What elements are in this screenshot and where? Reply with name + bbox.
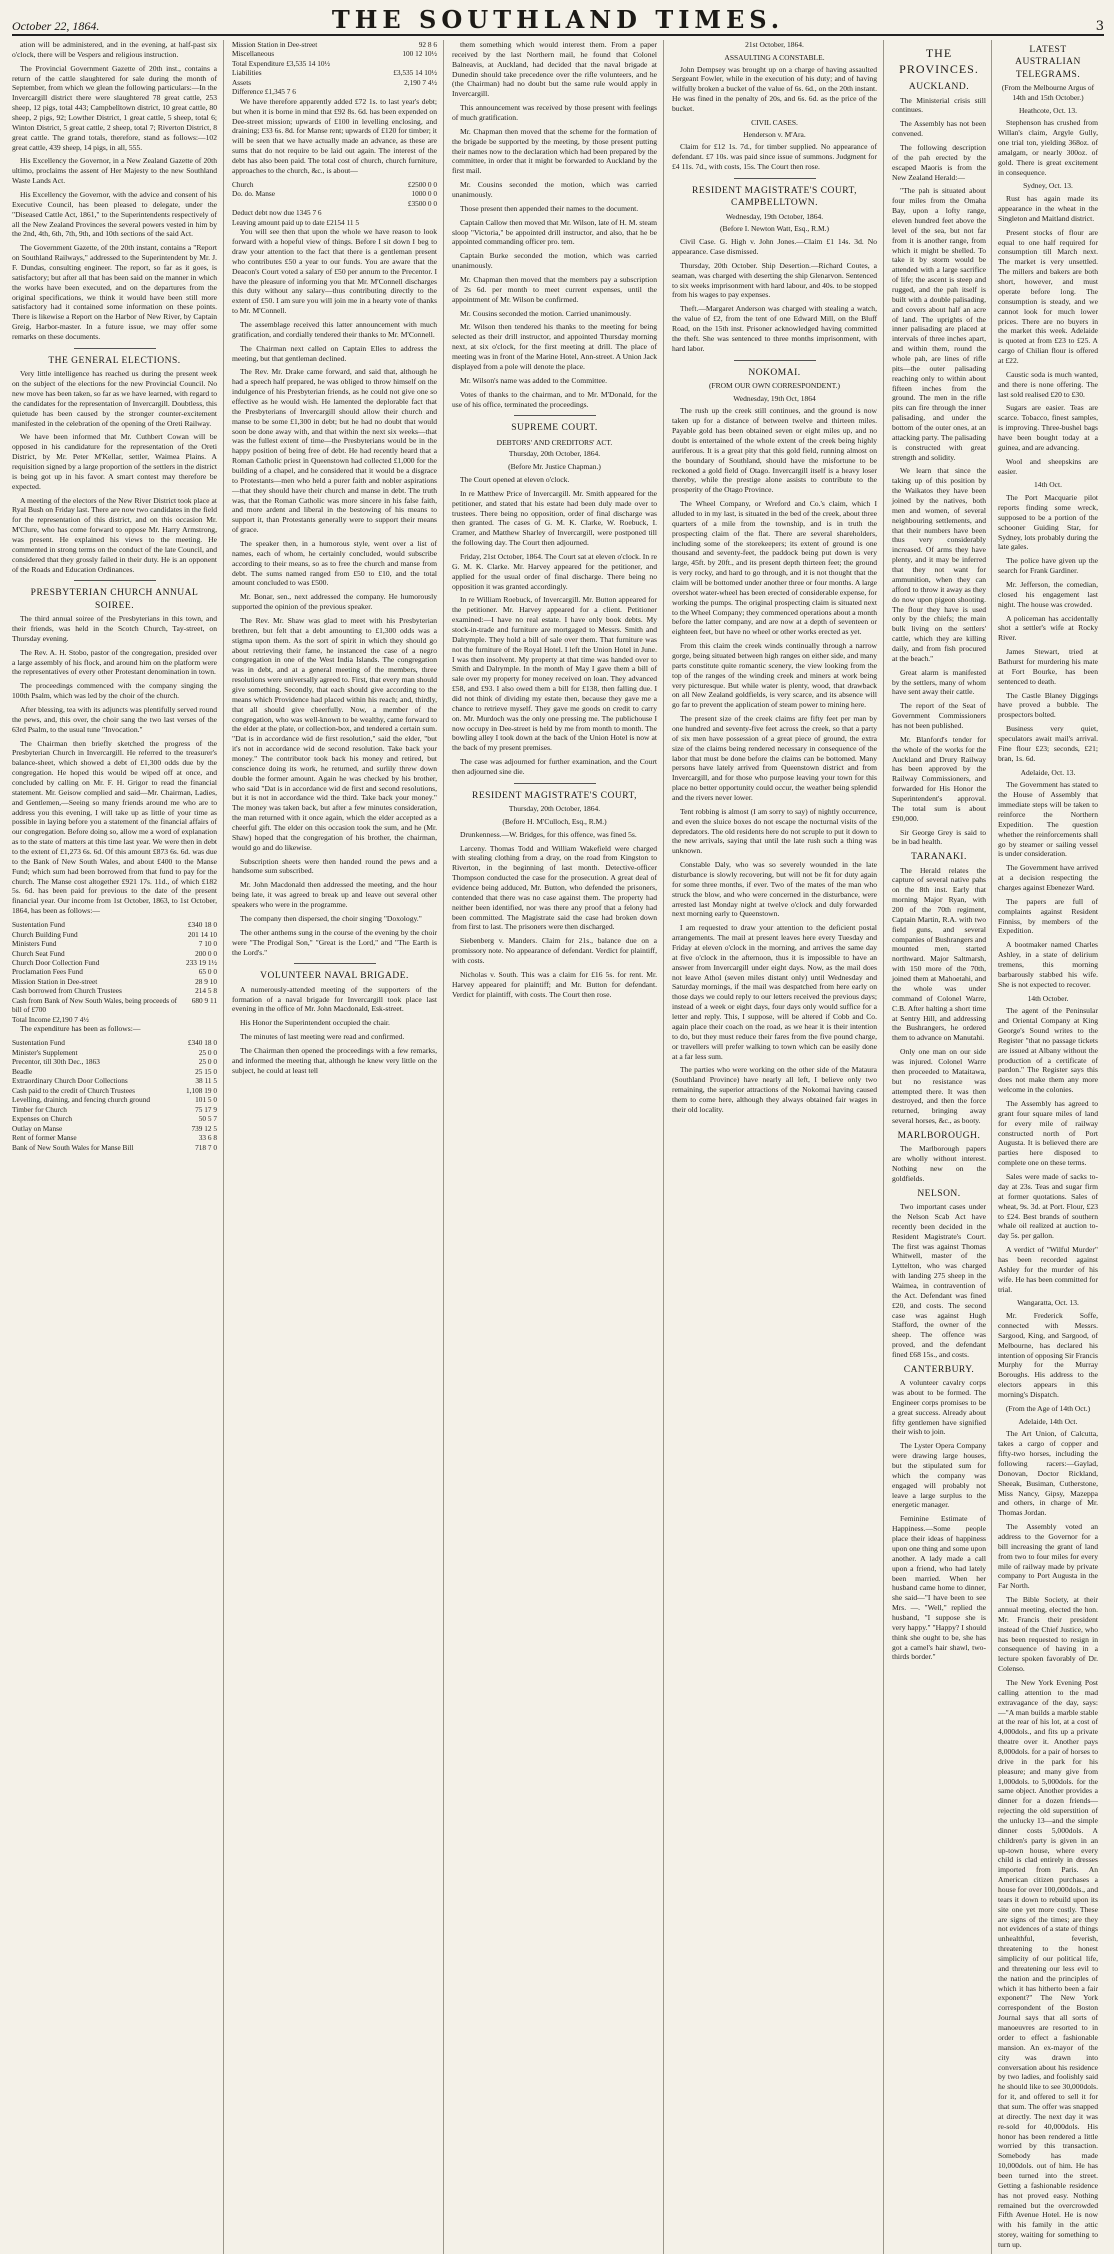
row-label: Rent of former Manse (12, 1133, 77, 1143)
paragraph: Civil Case. G. High v. John Jones.—Claim £1 14s. 3d. No appearance. Case dismissed. (672, 237, 877, 256)
row-label: Bank of New South Wales for Manse Bill (12, 1142, 134, 1152)
paragraph: The Chairman then opened the proceedings with a few remarks, and informed the meeting that, although he knew very little on the subject, he could at least tell (232, 1046, 437, 1075)
paragraph: The rush up the creek still continues, and the ground is now taken up for a distance of between twelve and thirteen miles. Payable gold has been obtained seven or eight miles up, and no doubt is entertained of the whole extent of the creek being highly auriferous. It is a great pity that this gold field, running almost on the boundary of Southland, should have the misfortune to be reckoned a gold field of Otago. Invercargill itself is a heavy loser thereby, while the prestige alone assists to contribute to the prosperity of the Otago Province. (672, 406, 877, 495)
paragraph: Captain Burke seconded the motion, which was carried unanimously. (452, 251, 657, 271)
divider (74, 580, 156, 581)
telegrams-section (998, 40, 1098, 2254)
source-note: (From the Melbourne Argus of 14th and 15th October.) (1001, 83, 1095, 102)
paragraph: Sales were made of sacks to-day at 23s. Teas and sugar firm at former quotations. Sales of wheat, 9s. 3d. at Port. Flour, £23 to £24. Best brands of southern whale oil realized at auction to-day 5s. per gallon. (998, 1172, 1098, 1241)
row-amount: £3,535 14 10½ (393, 68, 437, 78)
table-row (12, 1133, 217, 1142)
table-row (12, 930, 217, 939)
paragraph: We learn that since the taking up of this position by the Waikatos they have been joined by the natives, both men and women, of several neighbouring settlements, and that their numbers have been thus very considerably increased. Of arms they have plenty, and it may be inferred that they not want for ammunition, when they can afford to throw it away as they do now upon pigeon shooting. The flour they have is used only by the chiefs; the main bulk living on the settlers' cattle, which they are killing daily, and from fish procured at the beach." (892, 466, 986, 663)
dateline: 14th October. (1027, 993, 1069, 1003)
column-3 (452, 40, 664, 2254)
columns (12, 40, 1104, 2249)
paragraph: After blessing, tea with its adjuncts was plentifully served round the pews, and, this over, the choir sang the two last verses of the 63rd Psalm, to the usual tune "Invocation." (12, 705, 217, 734)
table-row (232, 208, 437, 217)
province-heading: TARANAKI. (911, 852, 967, 863)
paragraph: A volunteer cavalry corps was about to be formed. The Engineer corps promises to be a great success. Already about fifty gentlemen have signified their wish to join. (892, 1378, 986, 1437)
paragraph: Mr. Chapman then moved that the members pay a subscription of 2s 6d. per month to meet current expenses, until the appointment of Mr. Wilson be confirmed. (452, 275, 657, 304)
paragraph: From this claim the creek winds continually through a narrow gorge, being situated between high ranges on either side, and many parts constitute quite romantic scenery, the view looking from the top of the ranges of the winding creek and miners at work being very picturesque. But while water is plenty, wood, that drawback on all New Zealand goldfields, is very scarce, and its absence will go far to prevent the application of steam power to mining here. (672, 641, 877, 710)
paragraph: Mr. Jefferson, the comedian, closed his engagement last night. The house was crowded. (998, 580, 1098, 609)
table-row (232, 180, 437, 189)
row-label: Leaving amount paid up to date £2154 11 5 (232, 217, 359, 227)
row-label: Sustentation Fund (12, 920, 65, 930)
paragraph: The Government Gazette, of the 20th instant, contains a "Report on Southland Railways," addressed to the Superintendent by Mr. J. F. Dundas, consulting engineer. The report, so far as it goes, is satisfactory; but after all that has been said on the manner in which the works have been executed, and on the departures from the original specifications, we think it would have been still more satisfactory had it contained some information on these points. There is likewise a Report on the Harbor of New River, by Captain Greig, Harbor-master. In a future issue, we may offer some remarks on these documents. (12, 243, 217, 342)
paragraph: Mr. Cousins seconded the motion, which was carried unanimously. (452, 180, 657, 200)
court-date: Thursday, 20th October, 1864. (508, 804, 601, 814)
row-amount: 233 19 1½ (185, 958, 217, 967)
paragraph: The company then dispersed, the choir singing "Doxology." (240, 913, 422, 923)
paragraph: The Art Union, of Calcutta, takes a cargo of copper and fifty-two horses, including the following racers:—Gaylad, Donovan, Doctor Rickland, Sheeak, Busiman, Cutherstone, Miss Nancy, Gipsy, Mazeppa and others, in charge of Mr. Thomas Jordan. (998, 1429, 1098, 1518)
table-row (12, 949, 217, 958)
section-heading: THE PROVINCES. (899, 46, 979, 76)
paragraph: Captain Callow then moved that Mr. Wilson, late of H. M. steam sloop "Victoria," be appointed drill instructor, and also, that he be appointed commanding officer pro. tem. (452, 217, 657, 247)
paragraph: The expenditure has been as follows:— (20, 1024, 141, 1034)
paragraph: ation will be administered, and in the evening, at half-past six o'clock, there will be Vespers and religious instruction. (12, 40, 217, 59)
paragraph: We have been informed that Mr. Cuthbert Cowan will be opposed in his candidature for the representation of the Oreti District, by Mr. Peter M'Kellar, settler, Waimea Plains. A requisition signed by a large proportion of the settlers in the district is being got up in his favor. A smart contest may therefore be expected. (12, 432, 217, 491)
paragraph: The Provincial Government Gazette of 20th inst., contains a return of the cattle slaughtered for sale during the month of September, from which we glean the following particulars:—In the Invercargill district there were slaughtered 78 great cattle, 253 sheep, 12 pigs, total 443; Campbelltown district, 10 great cattle, 80 sheep, 2 pigs, 92; Lowther District, 1 great cattle, 5 sheep, total 6; Winton District, 5 great cattle, 2 sheep, total 7; Riverton District, 8 great cattle. The grand totals, therefore, stand as follows:—102 great cattle, 439 sheep, 14 pigs, in all, 555. (12, 63, 217, 152)
section-heading: THE GENERAL ELECTIONS. (48, 355, 181, 366)
paragraph: In re William Roebuck, of Invercargill. Mr. Button appeared for the petitioner. Mr. Harvey appeared for a client. Petitioner examined:—I have no real estate. I have only book debts. My stock-in-trade and furniture are mortgaged to Messrs. Smith and Dalrymple. They hold a bill of sale over them. That furniture was not the furniture of the Royal Hotel. I left the Union Hotel in June. I was then insolvent. My property at that time was handed over to Smith and Dalrymple. In the month of May I gave them a bill of sale over my property for money received on loan. They advanced £58, and £93. I also owed them a bill for £138, then falling due. I did not think of dividing my estate then, because they gave me a chance to retrieve myself. They gave me goods on credit to carry on. Mr. Murdoch was the only one pressing me. The publichouse I now occupy in Dee-street is held by me from month to month. The bowling alley I took down at the back of the Union Hotel is now at the back of my present premises. (452, 595, 657, 753)
paragraph: Votes of thanks to the chairman, and to Mr. M'Donald, for the use of his office, terminated the proceedings. (452, 389, 657, 409)
paragraph: The papers are full of complaints against Resident Finniss, by members of the Expedition. (998, 896, 1098, 936)
account-table (232, 40, 437, 97)
paragraph: The Rev. Mr. Shaw was glad to meet with his Presbyterian brethren, but felt that a debt amounting to £1,300 odds was a stigma upon them. As the sort of spirit in which they should go about retrieving their fame, he instanced the case of a negro congregation in one of the West India Islands. The congregation was in debt, and at a general meeting of the members, three resolutions were universally agreed to. First, that every man should give something. Secondly, that each should give according to the means which Providence had placed within his reach; and, thirdly, that all should give cheerfully. Now, a member of the congregation, who was well-known to be wealthy, came forward to the elder at the plate, or collection-box, and tendered a certain sum. "Dat is in accordance wid de first resolution," said the elder, "but it's not in accordance wid de second resolution. Take back your money." The contributor took back his money and retired, but conscience doing its work, he returned, and surlily threw down double the former amount. Again he was checked by his brother, who said "Dat is in accordance wid de first and second resolutions, but it is not in accordance wid the third. Take back your money." The money was taken back, but after a few minutes consideration, the man returned with it once again, which the elder accepted as a cheerful gift. The elder on this occasion took the sum, and he (Mr. Shaw) hoped that the congregation of his brother, the chairman, would go and do likewise. (232, 616, 437, 852)
table-total (232, 59, 437, 68)
row-amount: 38 11 5 (195, 1076, 217, 1086)
paragraph: Claim for £12 1s. 7d., for timber supplied. No appearance of defendant. £7 10s. was paid since issue of summons. Judgment for £4 11s. 7d., with costs, 15s. The Court then rose. (672, 142, 877, 172)
section-subheading: CIVIL CASES. (751, 117, 798, 127)
row-amount: 1,108 19 0 (185, 1085, 217, 1095)
newspaper-title: THE SOUTHLAND TIMES. (331, 5, 785, 34)
total-label: Total Expenditure £3,535 14 10½ (232, 58, 330, 68)
row-amount: 33 6 8 (198, 1133, 217, 1143)
paragraph: The assemblage received this latter announcement with much gratification, and cordially tendered their thanks to Mr. M'Connell. (232, 319, 437, 339)
table-row (232, 68, 437, 77)
table-row (232, 78, 437, 87)
paragraph: Present stocks of flour are equal to one half required for consumption till March next. The market is very unsettled. The millers and bakers are both short, however, and must operate before long. The consumption is steady, and we cannot look for much lower prices. There are no buyers in the market this week. Adelaide is quoted at from £23 to £25. A cargo of Chilian flour is offered at £22. (998, 227, 1098, 365)
paragraph: The New York Evening Post calling attention to the mad extravagance of the day, says:—"A man builds a marble stable at the rear of his lot, at a cost of 4,000dols., and fits up a private theatre over it. Another pays 8,000dols. for a pair of horses to drive in the park for his pleasure; and many give from 1,000dols. to 5,000dols. for the same object. Another provides a dinner for a dozen friends—rejecting the old superstition of the unlucky 13—and the simple dinner costs 5,000dols. A children's party is given in an up-town house, where every child is clad entirely in dresses imported from Paris. An American citizen purchases a house for over 100,000dols., and tears it down to rebuild upon its site one yet more costly. These are signs of the times; are they not evidences of a state of things unhealthful, feverish, threatening to the honest simplicity of our political life, and threatening our less evil to the nation and the principles of which it has hitherto been a fair exponent?" The New York correspondent of the Boston Journal says that all sorts of manoeuvres are resorted to in order to effect a fashionable mansion. An ex-mayor of the city was drawn into conversation about his residence by two ladies, and foolishly said he should like to see 30,000dols. for it, and offered to sell it for that sum. The offer was snapped at directly. The next day it was re-sold for 40,000dols. His honor has been rendered a little worried by this transaction. Somebody has made 10,000dols. out of him. He has been turned into the street. Getting a fashionable residence has not proved easy. Nothing remained but the overcrowded Fifth Avenue Hotel. He is now with his family in the attic storey, waiting for something to turn up. (998, 1677, 1098, 2249)
row-amount: 101 5 0 (195, 1095, 217, 1105)
paragraph: The Herald relates the capture of several native pahs on the 8th inst. Early that morning Major Ryan, with 200 of the 70th regiment, Captain Martin, R.A. with two field guns, and several companies of Bushrangers and mounted men, started northward. Major Saltmarsh, with 150 more of the 70th, joined them at Mahoetahi, and the whole was under command of Colonel Warre, C.B. After halting a short time at Sentry Hill, and addressing the Bushrangers, he ordered them to advance on Manutahi. (892, 865, 986, 1043)
paragraph: Mr. Cousins seconded the motion. Carried unanimously. (460, 308, 631, 318)
paragraph: Mr. Wilson then tendered his thanks to the meeting for being selected as their drill instructor, and appointed Thursday morning next, at six o'clock, for the first meeting at drill. The place of meeting was in front of the Marine Hotel, Ann-street. A Union Jack displayed from a pole will denote the place. (452, 322, 657, 371)
section-heading: RESIDENT MAGISTRATE'S COURT, CAMPBELLTOWN. (692, 185, 857, 209)
paragraph: The parties who were working on the other side of the Mataura (Southland Province) have nearly all left, I believe only two remaining, the superior attractions of the Nokomai having caused them to come here, although they always obtained fair wages in their old locality. (672, 1065, 877, 1114)
paragraph: The speaker then, in a humorous style, went over a list of names, each of whom, he certainly concluded, would subscribe according to their means, so as to free the church and manse from debt. The sums named ranged from £50 to £10, and the total amount concluded to was £500. (232, 538, 437, 588)
divider (514, 783, 596, 784)
row-label: Levelling, draining, and fencing church ground (12, 1095, 150, 1105)
paragraph: The Bible Society, at their annual meeting, elected the hon. Mr. Francis their president instead of the Chief Justice, who has been requested to resign in consequence of having in a lecture spoken favorably of Dr. Colenso. (998, 1595, 1098, 1674)
row-label: Miscellaneous (232, 49, 275, 59)
row-label: Liabilities (232, 68, 262, 78)
paragraph: Constable Daly, who was so severely wounded in the late disturbance is slowly recovering, but will not be fit for duty again for some three months, if ever. Two of the mates of the man who struck the blow, and who were concerned in the disturbance, were arrested last Monday night at twelve o'clock and duly forwarded next morning early to Queenstown. (672, 860, 877, 919)
paragraph: Mr. Bonar, sen., next addressed the company. He humorously supported the opinion of the previous speaker. (232, 592, 437, 612)
paragraph: Sugars are easier. Teas are scarce. Tobacco, finest samples, is improving. Three-bushel bags have been bought today at a guinea, and are advancing. (998, 403, 1098, 452)
paragraph: The police have given up the search for Frank Gardiner. (998, 556, 1098, 576)
table-total (232, 199, 437, 208)
row-label: Extraordinary Church Door Collections (12, 1076, 128, 1086)
row-amount: £340 18 0 (187, 1038, 217, 1048)
row-label: Cash borrowed from Church Trustees (12, 986, 122, 996)
paragraph: A meeting of the electors of the New River District took place at Ryal Bush on Friday last. There are now two candidates in the field for the representation of this district, and on this occasion Mr. M'Clure, who has come forward to oppose Mr. Harry Armstrong, was present. He explained his views to the meeting. He commented in strong terms on the conduct of the late Council, and considered that they grossly failed in their duty. He is an opponent of the Roads and Education Ordinances. (12, 495, 217, 574)
row-label: Precentor, till 30th Dec., 1863 (12, 1057, 100, 1067)
paragraph: Siebenberg v. Manders. Claim for 21s., balance due on a promissory note. No appearance of defendant. Verdict for plaintiff, with costs. (452, 936, 657, 966)
court-judge: (Before Mr. Justice Chapman.) (508, 462, 601, 472)
table-row (12, 967, 217, 976)
paragraph: His Excellency the Governor, in a New Zealand Gazette of 20th ultimo, proclaims the assent of Her Majesty to the new Southland Waste Lands Act. (12, 156, 217, 186)
dateline: Wangaratta, Oct. 13. (1017, 1298, 1079, 1308)
paragraph: The Castle Blaney Diggings have proved a bubble. The prospectors bolted. (998, 690, 1098, 720)
paragraph: James Stewart, tried at Bathurst for murdering his mate at Fort Bourke, has been sentenced to death. (998, 647, 1098, 686)
row-amount: 50 5 7 (198, 1114, 217, 1124)
table-row (12, 1114, 217, 1123)
paragraph: Caustic soda is much wanted, and there is none offering. The last sold realised £20 to £30. (998, 369, 1098, 399)
paragraph: The Assembly has agreed to grant four square miles of land for every mile of railway constructed north of Port Augusta. It is believed there are parties here disposed to complete one on these terms. (998, 1099, 1098, 1168)
row-amount: 28 9 10 (195, 976, 217, 986)
paragraph: The Court opened at eleven o'clock. (460, 474, 570, 484)
dateline: Adelaide, Oct. 13. (1020, 767, 1076, 777)
divider (74, 348, 156, 349)
row-label: Sustentation Fund (12, 1038, 65, 1048)
paragraph: Those present then appended their names to the document. (460, 203, 639, 213)
section-heading: PRESBYTERIAN CHURCH ANNUAL SOIREE. (30, 588, 199, 611)
paragraph: Larceny. Thomas Todd and William Wakefield were charged with stealing clothing from a dray, on the road from Kingston to Riverton, in the beginning of last month. Detective-officer Thompson conducted the case for the prosecution. A great deal of evidence being adduced, Mr. Button, who defended the prisoners, contended that there was no case against them. The property had neither been identified, nor was there any proof that a felony had been committed. The Magistrate said the case had broken down from first to last. The prisoners were then discharged. (452, 843, 657, 932)
cost-table (232, 180, 437, 227)
court-judge: (Before I. Newton Watt, Esq., R.M.) (719, 224, 830, 234)
paragraph: Theft.—Margaret Anderson was charged with stealing a watch, the value of £2, from the tent of one Edward Mill, on the Bluff Road, on the 15th inst. Prisoner acknowledged having committed the theft. She was sentenced to three months imprisonment, with hard labor. (672, 304, 877, 353)
row-amount: 25 15 0 (195, 1066, 217, 1076)
section-heading: LATEST AUSTRALIAN TELEGRAMS. (1015, 45, 1081, 80)
row-label: Do. do. Manse (232, 189, 275, 199)
table-row (12, 958, 217, 967)
table-row (232, 189, 437, 198)
paragraph: The Ministerial crisis still continues. (892, 95, 986, 115)
row-amount: 680 9 11 (191, 995, 217, 1005)
paragraph: Rust has again made its appearance in the wheat in the Singleton and Maitland district. (998, 194, 1098, 223)
court-judge: (Before H. M'Culloch, Esq., R.M.) (502, 816, 607, 826)
paragraph: The agent of the Peninsular and Oriental Company at King George's Sound writes to the Register "that no passage tickets are issued at Albany without the production of a certificate of pardon." The Register says this does not make them any more welcome in the colonies. (998, 1006, 1098, 1095)
table-row (12, 1095, 217, 1104)
dateline: Heathcote, Oct. 13. (1018, 105, 1078, 115)
row-label: Assets (232, 77, 252, 87)
divider (734, 178, 816, 179)
paragraph: Only one man on our side was injured. Colonel Warre then proceeded to Mataitawa, but no resistance was attempted there. It was then destroyed, and then the force returned, bringing away several horses, &c., as booty. (892, 1047, 986, 1126)
row-amount: £340 18 0 (187, 920, 217, 930)
paragraph: The minutes of last meeting were read and confirmed. (240, 1032, 405, 1042)
row-amount: 75 17 9 (195, 1104, 217, 1114)
row-amount: 25 0 0 (198, 1047, 217, 1057)
column-4 (672, 40, 884, 2254)
provinces-section (892, 40, 992, 2254)
province-heading: MARLBOROUGH. (897, 1130, 981, 1141)
paragraph: The Government have arrived at a decision respecting the charges against Ebenezer Ward. (998, 863, 1098, 892)
table-total (232, 87, 437, 96)
paragraph: Mr. Blanford's tender for the whole of the works for the Auckland and Drury Railway has been approved by the Railway Commissioners, and forwarded for His Honor the Superintendent's approval. The total sum is about £90,000. (892, 734, 986, 823)
paragraph: The other anthems sung in the course of the evening by the choir were "The Prodigal Son," "Great is the Lord," and "The Earth is the Lord's." (232, 927, 437, 957)
section-subheading: DEBTORS' AND CREDITORS' ACT. (496, 437, 613, 447)
row-amount: 200 0 0 (195, 948, 217, 958)
row-amount: 7 10 0 (198, 939, 217, 949)
paragraph: You will see then that upon the whole we have reason to look forward with a hopeful view of things. Before I sit down I beg to draw your attention to the fact that there is a gentleman present who contributes £50 a year to our funds. You are aware that the Deacon's Court voted a salary of £50 per annum to the Precentor. I have the pleasure of informing you that Mr. M'Connell discharges this duty without any salary—thus contributing directly to the extent of £50. I am sure you will join me in a hearty vote of thanks to Mr. M'Connell. (232, 227, 437, 316)
expenditure-table (12, 1038, 217, 1152)
dateline: 14th Oct. (1034, 480, 1062, 490)
divider (514, 415, 596, 416)
paragraph: The Lyster Opera Company were drawing large houses, but the stipulated sum for which the company was engaged will probably not leave a large surplus to the energetic manager. (892, 1441, 986, 1510)
paragraph: His Excellency the Governor, with the advice and consent of his Executive Council, has been pleased to delegate, under the "Diseased Cattle Act, 1861," to the Superintendents respectively of all the New Zealand Provinces the several powers vested in him by the 2nd, 4th, 6th, 7th, 9th, and 10th sections of the said Act. (12, 190, 217, 239)
paragraph: John Dempsey was brought up on a charge of having assaulted Sergeant Fowler, while in the execution of his duty; and of having wilfully broken a bucket of the value of 6s. 6d., on the 20th instant. He was fined in the penalty of 20s, and 6s. 6d. as the price of the bucket. (672, 64, 877, 113)
row-amount: 718 7 0 (195, 1142, 217, 1152)
row-label: Church (232, 179, 254, 189)
row-amount: 65 0 0 (198, 967, 217, 977)
paragraph: The Assembly has not been convened. (892, 119, 986, 139)
column-5 (892, 40, 1104, 2254)
paragraph: The Government has stated to the House of Assembly that immediate steps will be taken to reinforce the Northern Expedition. The question whether the reinforcements shall go by steamer or sailing vessel is under consideration. (998, 780, 1098, 859)
paragraph: His Honor the Superintendent occupied the chair. (240, 1018, 390, 1028)
paragraph: A verdict of "Wilful Murder" has been recorded against Ashley for the murder of his wife. He has been committed for trial. (998, 1245, 1098, 1294)
row-label: Minister's Supplement (12, 1047, 78, 1057)
table-row (232, 49, 437, 58)
paragraph: The Assembly voted an address to the Governor for a bill increasing the grant of land from two to four miles for every mile of railway made by private company to Port Augusta in the Far North. (998, 1522, 1098, 1591)
paragraph: Feminine Estimate of Happiness.—Some people place their ideas of happiness upon one thing and some upon another. A lady made a call upon a friend, who had lately been married. When her husband came home to dinner, she said—"I have been to see Mrs. —. "Well," replied the husband, "I suppose she is very happy." "Happy? I should think she ought to be, she has got a camel's hair shawl, two-thirds border." (892, 1514, 986, 1662)
row-amount: 739 12 5 (191, 1123, 217, 1133)
row-amount: 1000 0 0 (411, 189, 437, 199)
paragraph: The third annual soiree of the Presbyterians in this town, and their friends, was held in the Scotch Church, Tay-street, on Thursday evening. (12, 614, 217, 643)
table-row (12, 1086, 217, 1095)
source-note: (From the Age of 14th Oct.) (1005, 1403, 1091, 1413)
row-amount: 214 5 8 (195, 986, 217, 996)
court-date: Thursday, 20th October, 1864. (508, 449, 601, 459)
paragraph: The Wheel Company, or Wreford and Co.'s claim, which I alluded to in my last, is situated in the bed of the creek, about three quarters of a mile from the township, and is in truth the prospecting claim of the flat. There are several shareholders, including some of the storekeepers; its extent of ground is one thousand and seventy-feet, the paddock being put down is very large, 45ft. by 20ft., and its present depth thirteen feet; the ground is very rocky, and hard to go through, and it is not thought that the claim will be bottomed under another three or four months. A large overshot water-wheel has been erected of considerable expense, for working the pumps. The original prospecting claim is situated next to the Wheel Company; they commenced operations about a month before the latter company, and are now at a depth of seventeen or eighteen feet, but have no wheel or other works erected as yet. (672, 499, 877, 637)
dateline: Sydney, Oct. 13. (1023, 181, 1073, 191)
paragraph: Wool and sheepskins are easier. (998, 456, 1098, 476)
court-date: 21st October, 1864. (745, 40, 804, 49)
paragraph: Two important cases under the Nelson Scab Act have recently been decided in the Resident Magistrate's Court. The first was against Thomas Whitwell, master of the Lyttelton, who was charged with landing 275 sheep in the Waimea, in contravention of the Act. Defendant was fined £20, and costs. The second case was against Hugh Stafford, the owner of the sheep. The offence was proved, and the defendant fined £68 15s., and costs. (892, 1202, 986, 1359)
paragraph: Stephenson has crushed from Willan's claim, Argyle Gully, one trial ton, yielding 368oz. of amalgam, or nearly 300oz. of gold. There is great excitement in consequence. (998, 118, 1098, 177)
row-label: Mission Station in Dee-street (232, 40, 318, 49)
paragraph: The proceedings commenced with the company singing the 100th Psalm, which was led by the choir of the church. (12, 681, 217, 701)
paragraph: Friday, 21st October, 1864. The Court sat at eleven o'clock. In re G. M. K. Clarke. Mr. Harvey appeared for the petitioner, and applied for the usual order of final discharge. There being no opposition it was granted accordingly. (452, 551, 657, 591)
paragraph: The case was adjourned for further examination, and the Court then adjourned sine die. (452, 757, 657, 777)
table-row (12, 1067, 217, 1076)
paragraph: Drunkenness.—W. Bridges, for this offence, was fined 5s. (460, 829, 637, 839)
paragraph: Thursday, 20th October. Ship Desertion.—Richard Coutes, a seaman, was charged with deserting the ship Glenarvon. Sentenced to six weeks imprisonment with hard labour, and 40s. to be stopped from his wages to pay expenses. (672, 260, 877, 300)
row-label: Church Building Fund (12, 929, 78, 939)
dateline: Adelaide, 14th Oct. (1018, 1416, 1078, 1426)
table-row (12, 986, 217, 995)
table-row (12, 1076, 217, 1085)
paragraph: Mr. Frederick Soffe, connected with Messrs. Sargood, King, and Sargood, of Melbourne, has declared his intention of opposing Sir Francis Murphy for the Murray Boroughs. His address to the electors appears in this morning's Dispatch. (998, 1311, 1098, 1399)
page-number: 3 (1095, 19, 1104, 34)
row-label: Beadle (12, 1066, 33, 1076)
row-label: Church Door Collection Fund (12, 958, 100, 967)
paragraph: Business very quiet, speculators await mail's arrival. Fine flour £23; seconds, £21; bran, 1s. 6d. (998, 724, 1098, 763)
income-table (12, 920, 217, 1024)
masthead (12, 4, 1104, 36)
correspondent-note: (FROM OUR OWN CORRESPONDENT.) (708, 380, 841, 390)
paragraph: Mr. Chapman then moved that the scheme for the formation of the brigade be supported by the meeting, by those present putting their names now to the declaration which had been prepared by the committee, in order that it might be forwarded to Auckland by the first mail. (452, 126, 657, 176)
total-label: Difference £1,345 7 6 (232, 87, 296, 97)
row-label: Cash from Bank of New South Wales, being proceeds of bill of £700 (12, 995, 178, 1015)
row-amount: 2,190 7 4½ (404, 77, 437, 87)
paragraph: A bootmaker named Charles Ashley, in a state of delirium tremens, this morning barbarously stabbed his wife. She is not expected to recover. (998, 940, 1098, 989)
paragraph: We have therefore apparently added £72 1s. to last year's debt; but when it is borne in mind that £92 8s. 6d. has been expended on Dee-street mission; upwards of £100 in levelling enclosing, and draining; £33 6s. 8d. for Manse rent; upwards of £120 for timber; it will be seen that we have actually made an advance, as these are sums that do not require to be laid out again. The interest of the debt has also been paid. The total cost of church, church furniture, approaches to the church, &c., is about— (232, 96, 437, 175)
row-label: Proclamation Fees Fund (12, 967, 83, 977)
row-label: Cash paid to the credit of Church Trustees (12, 1085, 136, 1095)
table-row (12, 1057, 217, 1066)
paragraph: The Rev. Mr. Drake came forward, and said that, although he had a speech half prepared, he was obliged to throw himself on the indulgence of his Presbyterian friends, as he could not give one so effective as he would wish. He lamented the deplorable fact that the Presbyterians of Invercargill should allow their church and manse to be some £1,300 in debt; but he had no doubt that would soon be done away with, and that within the next six weeks—that was the fullest extent of time—the Presbyterians would be in the happy position of being free of debt. He had recently heard that a Roman Catholic priest in Queenstown had collected £1,000 for the building of a chapel, and he considered that it would be a disgrace to Protestants—men who held a purer faith and nobler aspirations—that they should have their church and manse in debt. The truth was, that the Roman Catholic was more sincere in his false faith, and more ardent and liberal in the bestowing of his means to support it, than Protestants generally were to support their means of grace. (232, 367, 437, 535)
paragraph: Sir George Grey is said to be in bad health. (892, 827, 986, 847)
paragraph: This announcement was received by those present with feelings of much gratification. (452, 103, 657, 123)
paragraph: Very little intelligence has reached us during the present week on the subject of the elections for the new Provincial Council. No new move has been taken, so far as we have learned, with regard to the candidates for the representation of Invercargill. Doubtless, this quietude has been caused by the stronger counter-excitement manifested in the celebration of the opening of the Oreti Railway. (12, 369, 217, 428)
paragraph: The Port Macquarie pilot reports finding some wreck, supposed to be a portion of the schooner Guiding Star, for Sydney, lots probably during the late gales. (998, 493, 1098, 552)
section-heading: SUPREME COURT. (511, 423, 598, 434)
paragraph: The Marlborough papers are wholly without interest. Nothing new on the goldfields. (892, 1144, 986, 1183)
column-2 (232, 40, 444, 2254)
row-label: Church Seat Fund (12, 948, 65, 958)
issue-date: October 22, 1864. (12, 19, 100, 33)
table-row (12, 920, 217, 929)
row-amount: 92 8 6 (418, 40, 437, 49)
section-heading: RESIDENT MAGISTRATE'S COURT, (472, 790, 637, 801)
table-row (12, 977, 217, 986)
paragraph: Nicholas v. South. This was a claim for £16 5s. for rent. Mr. Harvey appeared for plaintiff; and Mr. Button for defendant. Verdict for plaintiff, with costs. The Court then rose. (452, 969, 657, 999)
row-amount: 100 12 10½ (402, 49, 437, 59)
paragraph: The Chairman then briefly sketched the progress of the Presbyterian Church in Invercargill. He referred to the treasurer's balance-sheet, which showed a debt of £1,300 odds due by the congregation. He hoped this would be wiped off at once, and concluded by calling on Mr. F. H. Grigor to read the financial statement. Mr. Geisow complied and said—Mr. Chairman, Ladies, and Gentlemen,—Seeing so many friends around me who are to address you this evening, I will take up as little of your time as possible in laying before you a statement of the financial affairs of our congregation. Before doing so, allow me a word of explanation as to the state of matters at this time last year. We were then in debt to the extent of £1,273 6s. 6d. Of this amount £873 6s. 6d. was due to the Bank of New South Wales, and about £400 to the Manse Fund; which sum had been borrowed from that fund to pay for the church. The Manse cost altogether £921 17s. 11d., of which £182 5s. 6d. has been paid for previous to the date of the present financial year. Our income from 1st October, 1863, to 1st October, 1864, has been as follows:— (12, 738, 217, 916)
paragraph: "The pah is situated about four miles from the Omaha Bay, upon a lofty range, eleven hundred feet above the level of the sea, but not far from it is another range, from which it might be shelled. To take it by storm would be attended with a large sacrifice of life; the ascent is steep and rugged, and the pah itself is built with a double palisading, and covers about half an acre of land. The uprights of the inner palisading are placed at intervals of three inches apart, and within them, round the whole pah, are lines of rifle pits—the outer palisading reaching only to within about fifteen inches from the ground. The men in the rifle pits can fire through the inner palisading, and under the bottom of the outer ones, at an attacking party. The palisading is constructed with great strength and solidity. (892, 186, 986, 462)
province-heading: NELSON. (917, 1188, 961, 1199)
paragraph: In re Matthew Price of Invercargill. Mr. Smith appeared for the petitioner, and stated that his estate had been duly made over to trustees. There being no opposition, order of final discharge was then granted. The cases of G. M. K. Clarke, W. Roebuck, I. Cramer, and Matthew Sharley of Invercargill, were postponed till the following day. The Court then adjourned. (452, 488, 657, 548)
row-amount: £2500 0 0 (407, 179, 437, 189)
row-label: Deduct debt now due 1345 7 6 (232, 208, 322, 218)
row-label: Outlay on Manse (12, 1123, 63, 1133)
table-row (232, 218, 437, 227)
paragraph: Mr. John Macdonald then addressed the meeting, and the hour being late, it was agreed to break up and leave out several other speakers who were in the programme. (232, 880, 437, 910)
section-subheading: ASSAULTING A CONSTABLE. (724, 52, 825, 62)
row-label: Expenses on Church (12, 1114, 72, 1124)
divider (294, 963, 376, 964)
court-date: Wednesday, 19th October, 1864. (725, 211, 824, 221)
paragraph: The Chairman next called on Captain Elles to address the meeting, but that gentleman declined. (232, 343, 437, 363)
table-row (12, 1143, 217, 1152)
table-total (12, 1015, 217, 1024)
table-row (232, 40, 437, 49)
section-heading: NOKOMAI. (748, 367, 801, 378)
table-row (12, 1105, 217, 1114)
table-row (12, 1124, 217, 1133)
case-name: Henderson v. M'Ara. (743, 129, 806, 139)
dateline: Wednesday, 19th Oct, 1864 (733, 393, 816, 403)
province-heading: CANTERBURY. (903, 1364, 975, 1375)
table-row (12, 939, 217, 948)
paragraph: them something which would interest them. From a paper received by the last Northern mail, he found that Colonel Balneavis, at Auckland, had decided that the naval brigade at Dunedin should take precedence over the rifle volunteers, and he (the Chairman) had no doubt but the same rule would apply in Invercargill. (452, 40, 657, 99)
paragraph: Tent robbing is almost (I am sorry to say) of nightly occurrence, and even the sluice boxes do not escape the nocturnal visits of the depredators. The old residents here do not scruple to put it down to the new arrivals, saying that until the late rush such a thing was unknown. (672, 806, 877, 856)
table-row (12, 996, 217, 1015)
row-label: Timber for Church (12, 1104, 67, 1114)
paragraph: I am requested to draw your attention to the deficient postal arrangements. The mail at present leaves here every Tuesday and Friday at eleven o'clock in the morning, and arrives the same day at five o'clock in the afternoon, thus it is impossible to have an answer from Invercargill under eight days. Now, as the mail does not leave Athol (seven miles distant only) until Wednesday and Saturday mornings, if the mail was despatched from here early on those days we could reply to our letters received the previous days; instead of a week or eight days, four days only would suffice for a letter and reply. This, I suppose, will be altered if Cobb and Co. again place their coach on the road, as we hear it is their intention to do, but they must reduce their fares from the five pound charge, or travellers will prefer walking to town which can be easily done at a far less sum. (672, 923, 877, 1061)
row-amount: 25 0 0 (198, 1057, 217, 1067)
paragraph: Subscription sheets were then handed round the pews and a handsome sum subscribed. (232, 856, 437, 876)
paragraph: The present size of the creek claims are fifty feet per man by one hundred and seventy-five feet across the creek, so that a party of six men have possession of a great piece of ground, the extra size of the claims being rendered necessary in consequence of the labor that must be done before the claims can be bottomed. Many persons have lately arrived from Queenstown district and from Invercargill, and for those who purpose leaving your town for this place no better opportunity could occur, the weather being splendid and the rivers never lower. (672, 714, 877, 803)
paragraph: A numerously-attended meeting of the supporters of the formation of a naval brigade for Invercargill took place last evening in the office of Mr. John Macdonald, Esk-street. (232, 984, 437, 1014)
divider (734, 360, 816, 361)
paragraph: The Rev. A. H. Stobo, pastor of the congregation, presided over a large assembly of his flock, and around him on the platform were the representatives of every other Protestant denomination in town. (12, 647, 217, 677)
paragraph: The following description of the pah erected by the escaped Maoris is from the New Zealand Herald:— (892, 142, 986, 182)
row-label: Ministers Fund (12, 939, 57, 949)
table-row (12, 1048, 217, 1057)
column-1 (12, 40, 224, 2254)
paragraph: A policeman has accidentally shot a settler's wife at Rocky River. (998, 613, 1098, 643)
total-label: Total Income £2,190 7 4½ (12, 1014, 89, 1024)
section-heading: VOLUNTEER NAVAL BRIGADE. (260, 971, 409, 982)
province-heading: AUCKLAND. (908, 82, 970, 93)
paragraph: Mr. Wilson's name was added to the Committee. (460, 375, 608, 385)
paragraph: The report of the Seat of Government Commissioners has not been published. (892, 701, 986, 730)
row-label: Mission Station in Dee-street (12, 976, 98, 986)
total-amount: £3500 0 0 (407, 198, 437, 208)
paragraph: Great alarm is manifested by the settlers, many of whom have sent away their cattle. (892, 667, 986, 697)
row-amount: 201 14 10 (187, 929, 217, 939)
table-row (12, 1038, 217, 1047)
